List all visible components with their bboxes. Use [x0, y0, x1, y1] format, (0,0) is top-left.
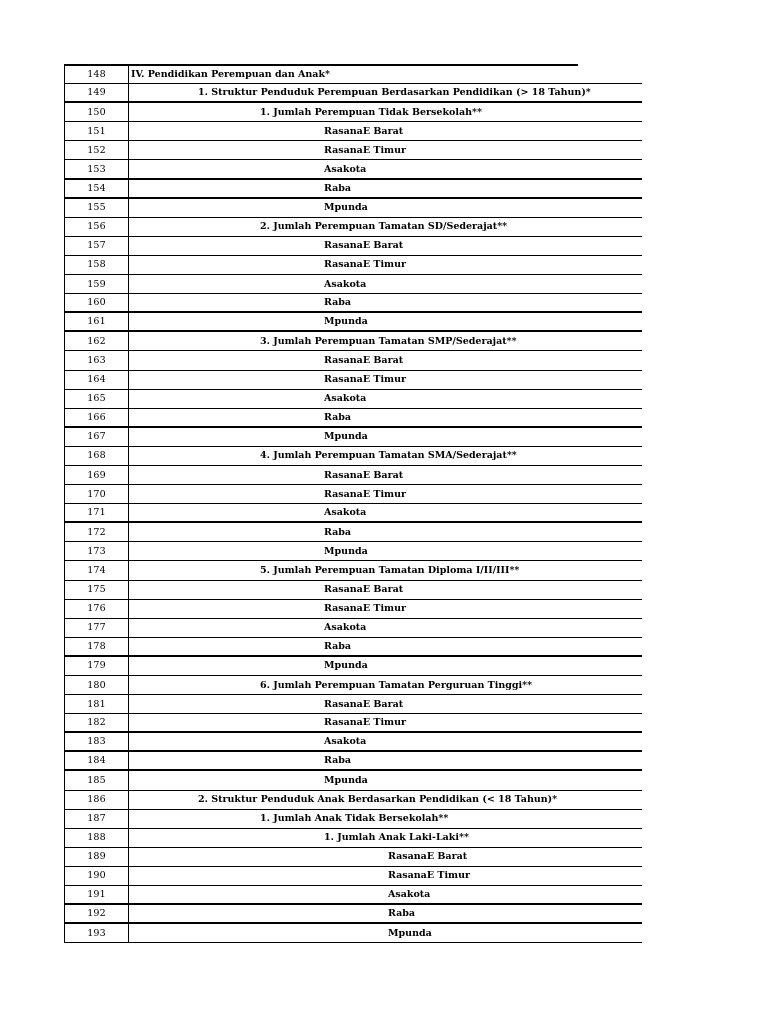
- table-row: [64, 256, 642, 275]
- row-label: Asakota: [324, 393, 367, 405]
- row-number: 154: [64, 180, 129, 197]
- row-label: Mpunda: [324, 660, 368, 672]
- row-label: RasanaE Timur: [324, 717, 407, 729]
- table-row: [64, 810, 642, 829]
- row-number: 189: [64, 848, 129, 866]
- table-row: [64, 180, 642, 199]
- table-row: [64, 848, 642, 867]
- row-number: 181: [64, 695, 129, 713]
- row-label: Asakota: [324, 278, 367, 290]
- table-row: [64, 695, 642, 714]
- row-label: 2. Struktur Penduduk Anak Berdasarkan Pendidikan (< 18 Tahun)*: [198, 794, 558, 806]
- row-label: RasanaE Timur: [324, 144, 407, 156]
- table-row: [64, 390, 642, 409]
- table-row: [64, 504, 642, 523]
- table-row: [64, 332, 642, 351]
- row-label: RasanaE Barat: [324, 469, 404, 481]
- row-number: 193: [64, 924, 129, 942]
- table-row: [64, 485, 642, 504]
- table-row: [64, 447, 642, 466]
- row-label: Mpunda: [324, 316, 368, 328]
- row-number: 183: [64, 733, 129, 750]
- row-number: 157: [64, 237, 129, 255]
- row-number: 153: [64, 160, 129, 177]
- row-label: Asakota: [324, 163, 367, 175]
- table-row: [64, 752, 642, 771]
- row-label: Raba: [324, 755, 352, 767]
- row-number: 167: [64, 428, 129, 446]
- row-label: Mpunda: [324, 775, 368, 787]
- table-row: [64, 561, 642, 580]
- row-label: IV. Pendidikan Perempuan dan Anak*: [131, 68, 331, 80]
- table-row: [64, 84, 642, 103]
- table-row: [64, 886, 642, 905]
- row-label: RasanaE Barat: [324, 584, 404, 596]
- row-label: 5. Jumlah Perempuan Tamatan Diploma I/II/III**: [260, 564, 520, 576]
- table-row: [64, 122, 642, 141]
- row-label: RasanaE Timur: [324, 603, 407, 615]
- row-number: 150: [64, 103, 129, 121]
- row-label: 6. Jumlah Perempuan Tamatan Perguruan Tinggi**: [260, 679, 533, 691]
- row-number: 162: [64, 332, 129, 350]
- row-label: Raba: [324, 526, 352, 538]
- row-number: 187: [64, 810, 129, 828]
- table-row: [64, 294, 642, 313]
- row-label: Asakota: [324, 507, 367, 519]
- row-label: 2. Jumlah Perempuan Tamatan SD/Sederajat**: [260, 221, 508, 233]
- row-label: RasanaE Barat: [324, 240, 404, 252]
- table-row: [64, 65, 642, 84]
- row-number: 165: [64, 390, 129, 408]
- row-number: 148: [64, 65, 129, 83]
- row-number: 184: [64, 752, 129, 769]
- row-label: RasanaE Barat: [324, 354, 404, 366]
- row-label: RasanaE Timur: [324, 488, 407, 500]
- row-label: RasanaE Barat: [388, 851, 468, 863]
- row-number: 163: [64, 351, 129, 369]
- row-number: 176: [64, 600, 129, 618]
- row-label: Raba: [388, 908, 416, 920]
- row-label: Asakota: [388, 889, 431, 901]
- row-label: 1. Jumlah Anak Laki-Laki**: [324, 832, 469, 844]
- table-row: [64, 619, 642, 638]
- row-number: 171: [64, 504, 129, 521]
- row-number: 172: [64, 523, 129, 541]
- row-number: 159: [64, 275, 129, 293]
- row-number: 160: [64, 294, 129, 311]
- table-row: [64, 523, 642, 542]
- table-row: [64, 791, 642, 810]
- spreadsheet-table: [64, 65, 642, 943]
- row-label: 1. Struktur Penduduk Perempuan Berdasarkan Pendidikan (> 18 Tahun)*: [198, 87, 591, 99]
- row-number: 174: [64, 561, 129, 579]
- row-number: 151: [64, 122, 129, 140]
- table-row: [64, 924, 642, 943]
- table-row: [64, 428, 642, 447]
- row-number: 179: [64, 657, 129, 675]
- table-row: [64, 466, 642, 485]
- table-row: [64, 905, 642, 924]
- row-number: 180: [64, 676, 129, 694]
- row-number: 188: [64, 829, 129, 847]
- row-number: 182: [64, 714, 129, 731]
- table-row: [64, 714, 642, 733]
- table-row: [64, 771, 642, 790]
- row-label: 1. Jumlah Anak Tidak Bersekolah**: [260, 813, 449, 825]
- row-number: 192: [64, 905, 129, 922]
- row-label: Raba: [324, 297, 352, 309]
- row-label: RasanaE Timur: [388, 870, 471, 882]
- row-number: 164: [64, 371, 129, 389]
- table-row: [64, 218, 642, 237]
- table-row: [64, 160, 642, 179]
- row-label: 3. Jumlah Perempuan Tamatan SMP/Sederajat**: [260, 335, 517, 347]
- table-row: [64, 103, 642, 122]
- row-number: 168: [64, 447, 129, 465]
- row-number: 161: [64, 313, 129, 330]
- row-label: Mpunda: [324, 431, 368, 443]
- row-number: 166: [64, 409, 129, 426]
- row-label: Asakota: [324, 622, 367, 634]
- row-label: Mpunda: [324, 545, 368, 557]
- table-row: [64, 371, 642, 390]
- row-number: 178: [64, 638, 129, 655]
- row-number: 175: [64, 581, 129, 599]
- row-label: RasanaE Timur: [324, 259, 407, 271]
- row-label: Mpunda: [324, 202, 368, 214]
- row-label: Mpunda: [388, 927, 432, 939]
- table-row: [64, 867, 642, 886]
- table-row: [64, 199, 642, 218]
- table-row: [64, 351, 642, 370]
- row-number: 170: [64, 485, 129, 503]
- table-row: [64, 313, 642, 332]
- row-label: Asakota: [324, 736, 367, 748]
- table-row: [64, 141, 642, 160]
- row-label: 4. Jumlah Perempuan Tamatan SMA/Sederajat**: [260, 450, 517, 462]
- row-label: RasanaE Barat: [324, 698, 404, 710]
- table-row: [64, 829, 642, 848]
- row-label: Raba: [324, 182, 352, 194]
- table-row: [64, 676, 642, 695]
- row-label: 1. Jumlah Perempuan Tidak Bersekolah**: [260, 106, 482, 118]
- row-number: 152: [64, 141, 129, 159]
- row-number: 169: [64, 466, 129, 484]
- row-label: RasanaE Barat: [324, 125, 404, 137]
- table-row: [64, 237, 642, 256]
- table-row: [64, 581, 642, 600]
- table-row: [64, 409, 642, 428]
- table-row: [64, 657, 642, 676]
- table-row: [64, 733, 642, 752]
- table-row: [64, 600, 642, 619]
- row-number: 155: [64, 199, 129, 217]
- row-number: 149: [64, 84, 129, 101]
- row-label: Raba: [324, 640, 352, 652]
- row-number: 173: [64, 542, 129, 560]
- row-number: 186: [64, 791, 129, 809]
- row-label: Raba: [324, 411, 352, 423]
- table-row: [64, 275, 642, 294]
- table-row: [64, 542, 642, 561]
- row-number: 158: [64, 256, 129, 274]
- row-number: 177: [64, 619, 129, 637]
- row-number: 185: [64, 771, 129, 789]
- row-label: RasanaE Timur: [324, 374, 407, 386]
- row-number: 191: [64, 886, 129, 903]
- table-row: [64, 638, 642, 657]
- row-number: 156: [64, 218, 129, 236]
- row-number: 190: [64, 867, 129, 885]
